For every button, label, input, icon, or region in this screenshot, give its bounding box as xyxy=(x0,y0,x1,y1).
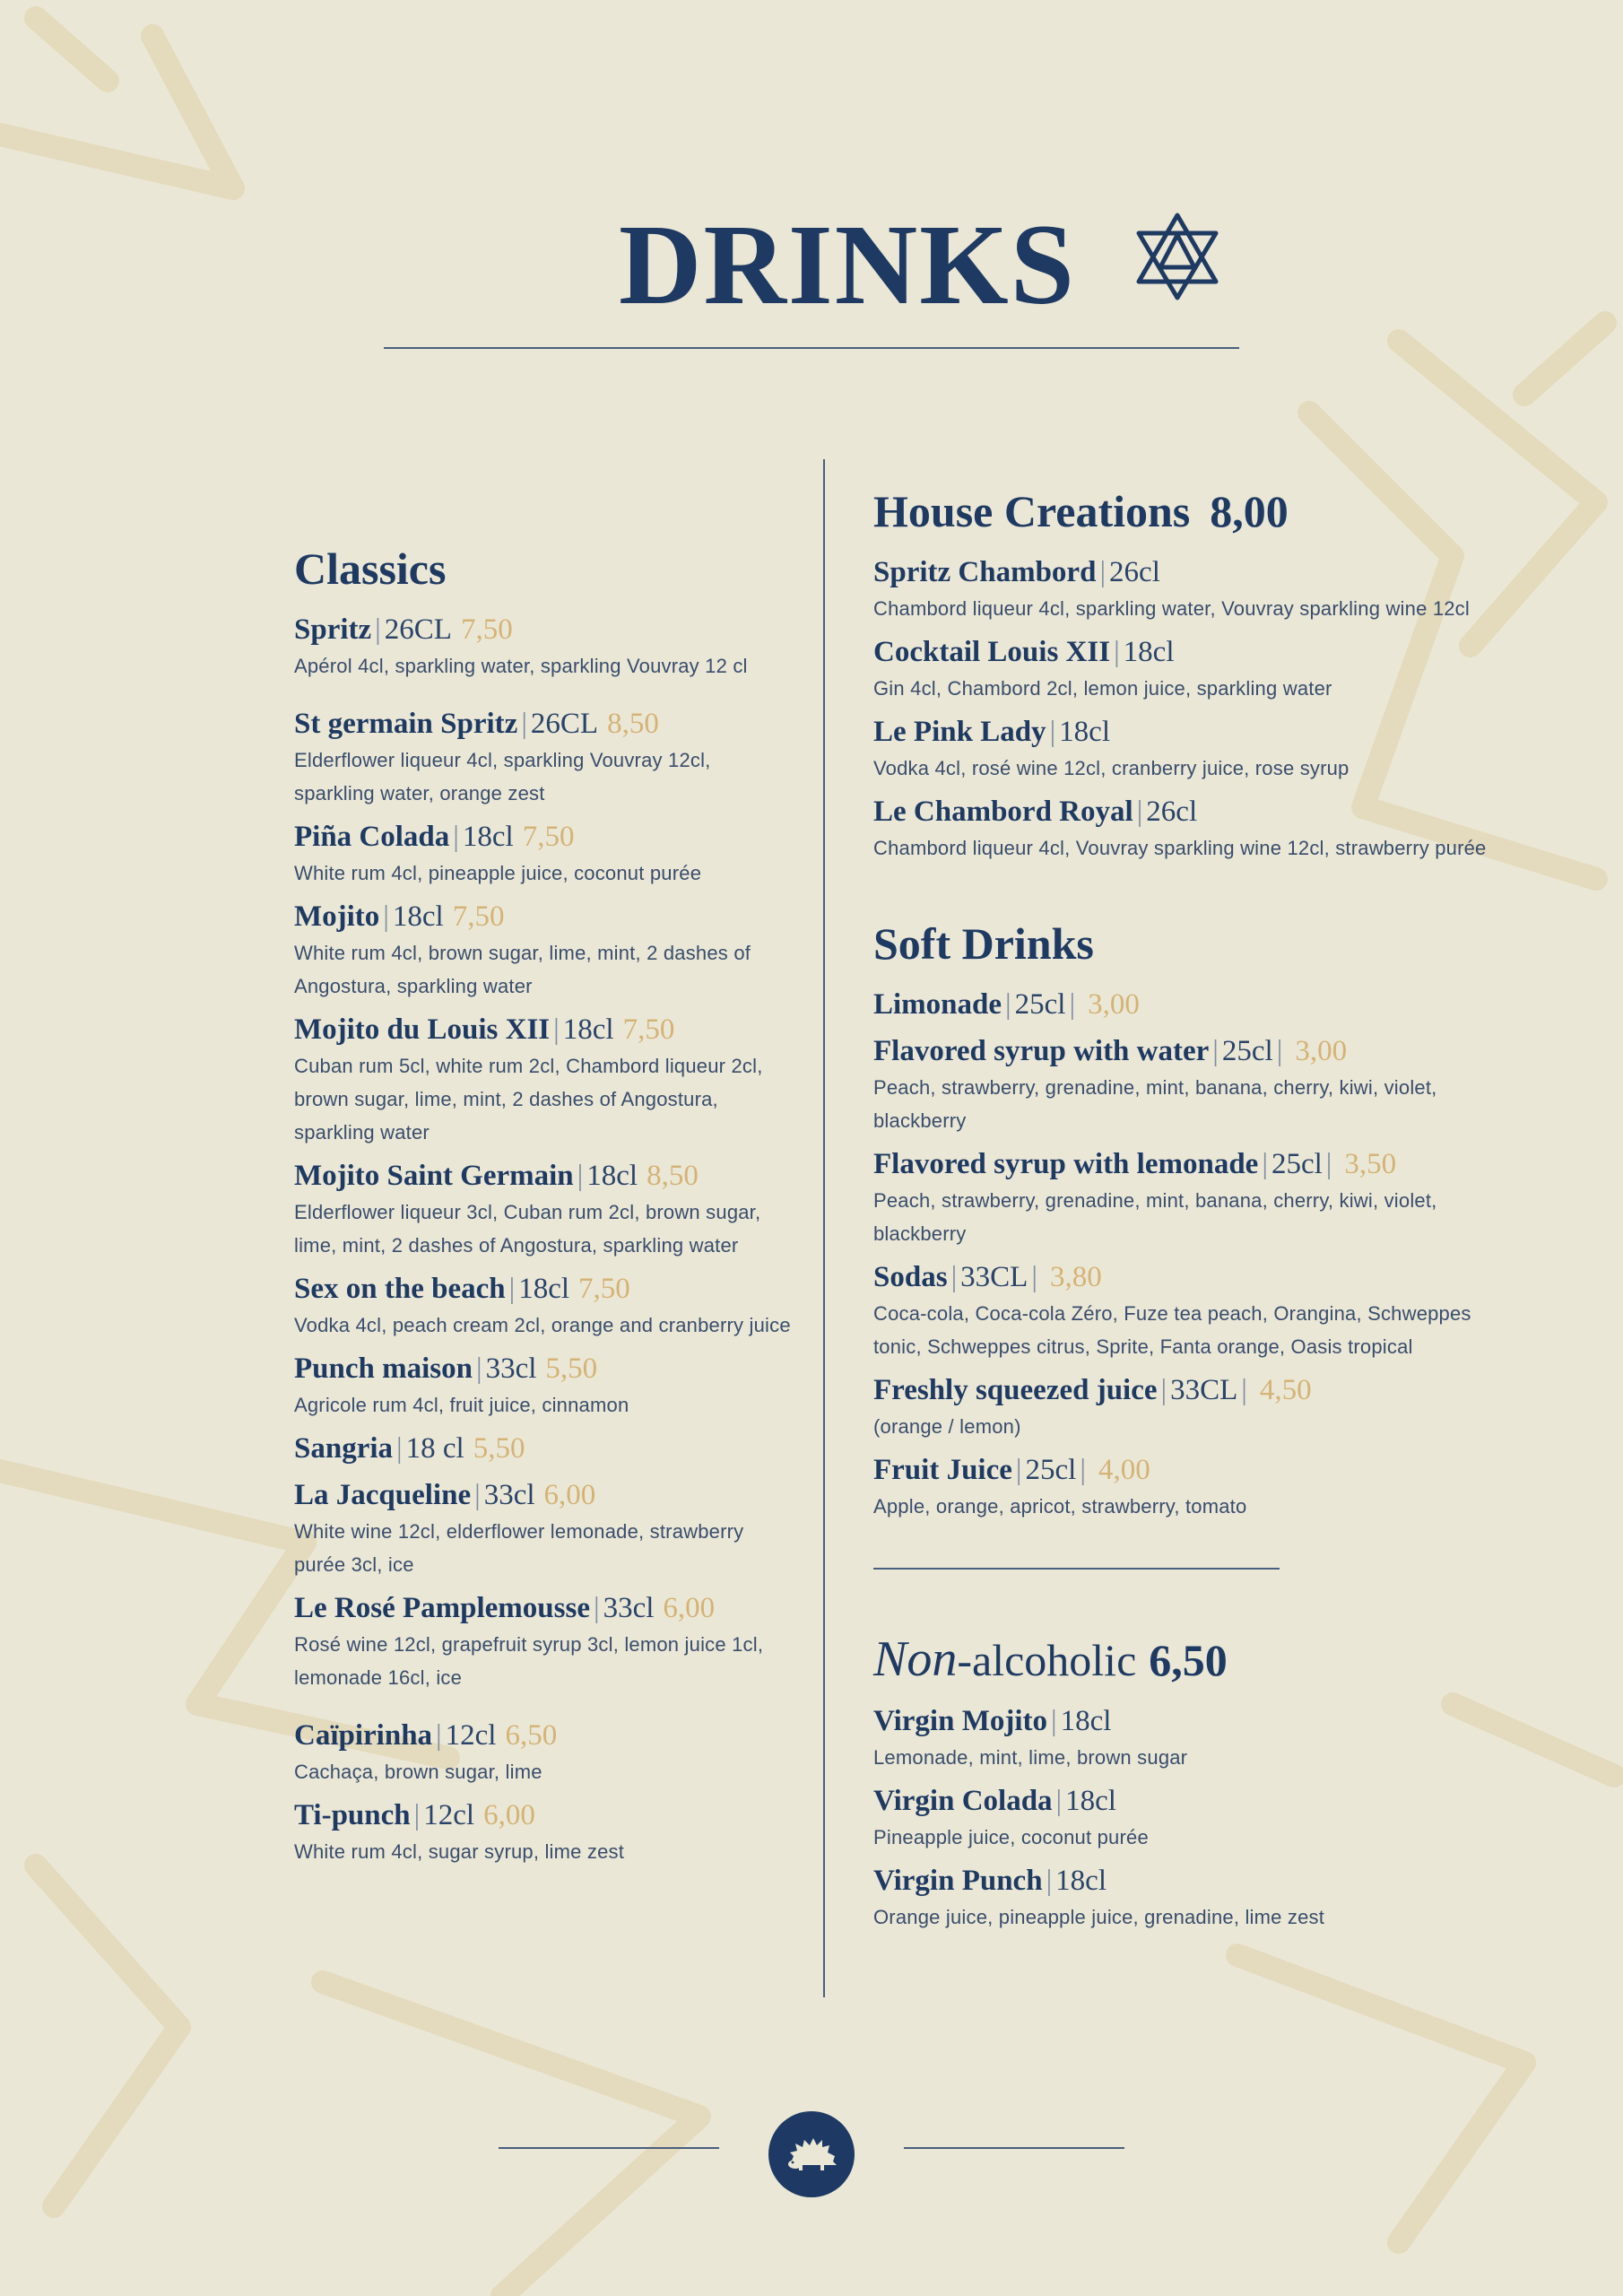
menu-item: Spritz Chambord | 26cl Chambord liqueur 4cl, sparkling water, Vouvray sparkling wine 12cl xyxy=(873,552,1492,625)
title-rest: -alcoholic xyxy=(957,1635,1137,1685)
item-name: St germain Spritz xyxy=(294,708,518,740)
menu-item: Freshly squeezed juice | 33CL | 4,50 (orange / lemon) xyxy=(873,1370,1492,1443)
section-price: 6,50 xyxy=(1149,1635,1228,1685)
item-name: Le Rosé Pamplemousse xyxy=(294,1592,590,1624)
item-name: Freshly squeezed juice xyxy=(873,1374,1158,1406)
item-description: Elderflower liqueur 3cl, Cuban rum 2cl, brown sugar, lime, mint, 2 dashes of Angostura, sparkling water xyxy=(294,1201,761,1257)
item-description: Coca-cola, Coca-cola Zéro, Fuze tea peach, Orangina, Schweppes tonic, Schweppes citrus, Sprite, Fanta orange, Oasis tropical xyxy=(873,1302,1471,1358)
item-size: 18cl xyxy=(1123,636,1175,668)
item-description: (orange / lemon) xyxy=(873,1415,1021,1438)
item-description: Peach, strawberry, grenadine, mint, banana, cherry, kiwi, violet, blackberry xyxy=(873,1076,1437,1132)
item-price: 5,50 xyxy=(473,1432,525,1465)
item-size: 26CL xyxy=(384,613,452,646)
menu-item: Cocktail Louis XII | 18cl Gin 4cl, Chambord 2cl, lemon juice, sparkling water xyxy=(873,632,1492,705)
menu-item: Sex on the beach | 18cl 7,50 Vodka 4cl, peach cream 2cl, orange and cranberry juice xyxy=(294,1269,796,1342)
item-price: 6,00 xyxy=(483,1799,535,1831)
menu-item: Flavored syrup with water | 25cl | 3,00 Peach, strawberry, grenadine, mint, banana, cherry, kiwi, violet, blackberry xyxy=(873,1031,1492,1137)
item-description: Orange juice, pineapple juice, grenadine, lime zest xyxy=(873,1906,1325,1928)
section-title-text: House Creations xyxy=(873,486,1191,536)
item-name: La Jacqueline xyxy=(294,1479,472,1511)
item-price: 3,80 xyxy=(1049,1261,1102,1293)
item-description: White wine 12cl, elderflower lemonade, strawberry purée 3cl, ice xyxy=(294,1520,744,1576)
menu-item: Mojito du Louis XII | 18cl 7,50 Cuban rum 5cl, white rum 2cl, Chambord liqueur 2cl, brown sugar, lime, mint, 2 dashes of Angostura, sparkling water xyxy=(294,1010,796,1149)
item-name: Limonade xyxy=(873,988,1002,1021)
title-italic: Non xyxy=(873,1631,958,1687)
item-price: 3,50 xyxy=(1344,1148,1397,1180)
item-size: 18cl xyxy=(462,821,514,853)
menu-item: Virgin Mojito | 18cl Lemonade, mint, lime, brown sugar xyxy=(873,1701,1492,1774)
menu-item: Sodas | 33CL | 3,80 Coca-cola, Coca-cola Zéro, Fuze tea peach, Orangina, Schweppes tonic, Schweppes citrus, Sprite, Fanta orange, Oasis tropical xyxy=(873,1257,1492,1363)
item-name: Virgin Punch xyxy=(873,1865,1043,1897)
item-name: Sangria xyxy=(294,1432,394,1465)
item-name: Punch maison xyxy=(294,1352,473,1385)
item-name: Le Pink Lady xyxy=(873,716,1046,748)
menu-item: Caïpirinha | 12cl 6,50 Cachaça, brown sugar, lime xyxy=(294,1716,796,1788)
page-title: DRINKS xyxy=(619,201,1076,328)
item-size: 26CL xyxy=(530,708,599,740)
item-description: White rum 4cl, sugar syrup, lime zest xyxy=(294,1840,625,1863)
item-description: Lemonade, mint, lime, brown sugar xyxy=(873,1746,1188,1769)
item-name: Mojito du Louis XII xyxy=(294,1013,551,1046)
item-name: Virgin Mojito xyxy=(873,1705,1047,1737)
item-description: Elderflower liqueur 4cl, sparkling Vouvray 12cl, sparkling water, orange zest xyxy=(294,749,711,804)
title-divider xyxy=(384,347,1239,349)
menu-item: Virgin Punch | 18cl Orange juice, pineapple juice, grenadine, lime zest xyxy=(873,1861,1492,1934)
item-description: Pineapple juice, coconut purée xyxy=(873,1826,1149,1848)
column-divider xyxy=(823,459,825,1997)
item-name: Spritz xyxy=(294,613,372,646)
item-size: 18cl xyxy=(562,1013,614,1046)
item-description: Vodka 4cl, peach cream 2cl, orange and cranberry juice xyxy=(294,1314,791,1336)
item-name: Le Chambord Royal xyxy=(873,796,1133,828)
item-name: Piña Colada xyxy=(294,821,450,853)
right-column xyxy=(873,477,1492,1934)
item-price: 5,50 xyxy=(545,1352,598,1385)
hedgehog-icon xyxy=(785,2135,838,2174)
item-size: 18 cl xyxy=(405,1432,464,1465)
menu-item: St germain Spritz | 26CL 8,50 Elderflower liqueur 4cl, sparkling Vouvray 12cl, sparkling water, orange zest xyxy=(294,704,796,810)
section-price: 8,00 xyxy=(1210,486,1289,536)
item-description: Gin 4cl, Chambord 2cl, lemon juice, sparkling water xyxy=(873,677,1332,700)
item-size: 12cl xyxy=(423,1799,475,1831)
item-name: Mojito xyxy=(294,900,380,933)
item-price: 7,50 xyxy=(578,1273,630,1305)
item-name: Caïpirinha xyxy=(294,1719,433,1752)
item-size: 25cl xyxy=(1221,1035,1273,1067)
menu-item: Ti-punch | 12cl 6,00 White rum 4cl, sugar syrup, lime zest xyxy=(294,1796,796,1868)
menu-item: La Jacqueline | 33cl 6,00 White wine 12cl, elderflower lemonade, strawberry purée 3cl, ice xyxy=(294,1475,796,1581)
item-price: 6,00 xyxy=(663,1592,716,1624)
item-price: 8,50 xyxy=(647,1160,699,1192)
item-description: Apérol 4cl, sparkling water, sparkling Vouvray 12 cl xyxy=(294,655,748,677)
item-description: Peach, strawberry, grenadine, mint, banana, cherry, kiwi, violet, blackberry xyxy=(873,1189,1437,1245)
item-description: White rum 4cl, brown sugar, lime, mint, 2 dashes of Angostura, sparkling water xyxy=(294,942,751,997)
item-price: 7,50 xyxy=(622,1013,675,1046)
item-size: 26cl xyxy=(1146,796,1198,828)
item-name: Cocktail Louis XII xyxy=(873,636,1111,668)
menu-item: Spritz | 26CL 7,50 Apérol 4cl, sparkling water, sparkling Vouvray 12 cl xyxy=(294,610,796,683)
item-name: Flavored syrup with water xyxy=(873,1035,1210,1067)
item-size: 25cl xyxy=(1025,1454,1077,1486)
item-description: Chambord liqueur 4cl, sparkling water, Vouvray sparkling wine 12cl xyxy=(873,597,1470,620)
item-name: Spritz Chambord xyxy=(873,556,1097,588)
item-price: 4,50 xyxy=(1259,1374,1312,1406)
item-price: 3,00 xyxy=(1088,988,1140,1021)
item-size: 33cl xyxy=(483,1479,535,1511)
item-description: Agricole rum 4cl, fruit juice, cinnamon xyxy=(294,1394,629,1416)
classics-section xyxy=(294,535,796,1868)
menu-item: Flavored syrup with lemonade | 25cl | 3,50 Peach, strawberry, grenadine, mint, banana, cherry, kiwi, violet, blackberry xyxy=(873,1144,1492,1250)
menu-item: Sangria | 18 cl 5,50 xyxy=(294,1432,525,1465)
star-knot-icon xyxy=(1128,208,1227,307)
item-name: Fruit Juice xyxy=(873,1454,1012,1486)
menu-item: Mojito Saint Germain | 18cl 8,50 Elderflower liqueur 3cl, Cuban rum 2cl, brown sugar, lime, mint, 2 dashes of Angostura, sparkling water xyxy=(294,1156,796,1262)
non-alcoholic-title xyxy=(873,1625,1492,1694)
item-size: 12cl xyxy=(445,1719,497,1752)
item-size: 33cl xyxy=(603,1592,655,1624)
item-size: 33CL xyxy=(1170,1374,1238,1406)
item-size: 33cl xyxy=(485,1352,537,1385)
menu-item: Fruit Juice | 25cl | 4,00 Apple, orange, apricot, strawberry, tomato xyxy=(873,1450,1492,1523)
item-price: 6,00 xyxy=(543,1479,596,1511)
item-size: 18cl xyxy=(586,1160,638,1192)
item-name: Virgin Colada xyxy=(873,1785,1053,1817)
item-size: 25cl xyxy=(1014,988,1066,1021)
item-size: 33CL xyxy=(960,1261,1028,1293)
item-size: 18cl xyxy=(1065,1785,1116,1817)
item-size: 26cl xyxy=(1109,556,1160,588)
item-price: 4,00 xyxy=(1098,1454,1150,1486)
menu-item: Le Chambord Royal | 26cl Chambord liqueur 4cl, Vouvray sparkling wine 12cl, strawberry purée xyxy=(873,792,1492,865)
menu-item: Piña Colada | 18cl 7,50 White rum 4cl, pineapple juice, coconut purée xyxy=(294,817,796,890)
item-price: 7,50 xyxy=(522,821,575,853)
item-name: Mojito Saint Germain xyxy=(294,1160,574,1192)
item-size: 18cl xyxy=(1055,1865,1107,1897)
footer-divider-left xyxy=(499,2147,719,2149)
section-divider xyxy=(873,1568,1280,1570)
item-name: Ti-punch xyxy=(294,1799,411,1831)
item-price: 3,00 xyxy=(1295,1035,1348,1067)
menu-item: Le Rosé Pamplemousse | 33cl 6,00 Rosé wine 12cl, grapefruit syrup 3cl, lemon juice 1cl, lemonade 16cl, ice xyxy=(294,1588,796,1694)
menu-item: Mojito | 18cl 7,50 White rum 4cl, brown sugar, lime, mint, 2 dashes of Angostura, sparkling water xyxy=(294,897,796,1003)
item-description: Vodka 4cl, rosé wine 12cl, cranberry juice, rose syrup xyxy=(873,757,1350,779)
menu-item: Le Pink Lady | 18cl Vodka 4cl, rosé wine 12cl, cranberry juice, rose syrup xyxy=(873,712,1492,785)
footer-divider-right xyxy=(904,2147,1124,2149)
classics-title: Classics xyxy=(294,544,447,594)
menu-item: Limonade | 25cl | 3,00 xyxy=(873,988,1140,1021)
item-size: 18cl xyxy=(518,1273,570,1305)
item-description: Cuban rum 5cl, white rum 2cl, Chambord liqueur 2cl, brown sugar, lime, mint, 2 dashes of Angostura, sparkling water xyxy=(294,1055,763,1144)
item-size: 25cl xyxy=(1271,1148,1323,1180)
soft-drinks-title: Soft Drinks xyxy=(873,918,1094,969)
item-description: White rum 4cl, pineapple juice, coconut purée xyxy=(294,862,702,884)
footer-badge xyxy=(768,2111,855,2197)
item-name: Sex on the beach xyxy=(294,1273,506,1305)
item-description: Apple, orange, apricot, strawberry, tomato xyxy=(873,1495,1247,1518)
menu-item: Punch maison | 33cl 5,50 Agricole rum 4cl, fruit juice, cinnamon xyxy=(294,1349,796,1422)
item-description: Cachaça, brown sugar, lime xyxy=(294,1761,542,1783)
item-name: Flavored syrup with lemonade xyxy=(873,1148,1259,1180)
item-size: 18cl xyxy=(1059,716,1110,748)
item-size: 18cl xyxy=(392,900,444,933)
item-description: Rosé wine 12cl, grapefruit syrup 3cl, lemon juice 1cl, lemonade 16cl, ice xyxy=(294,1633,764,1689)
item-price: 6,50 xyxy=(505,1719,558,1752)
item-size: 18cl xyxy=(1060,1705,1112,1737)
item-price: 7,50 xyxy=(460,613,513,646)
menu-item: Virgin Colada | 18cl Pineapple juice, coconut purée xyxy=(873,1781,1492,1854)
house-creations-title xyxy=(873,477,1492,545)
item-name: Sodas xyxy=(873,1261,948,1293)
item-description: Chambord liqueur 4cl, Vouvray sparkling wine 12cl, strawberry purée xyxy=(873,837,1487,859)
item-price: 7,50 xyxy=(452,900,505,933)
item-price: 8,50 xyxy=(607,708,659,740)
